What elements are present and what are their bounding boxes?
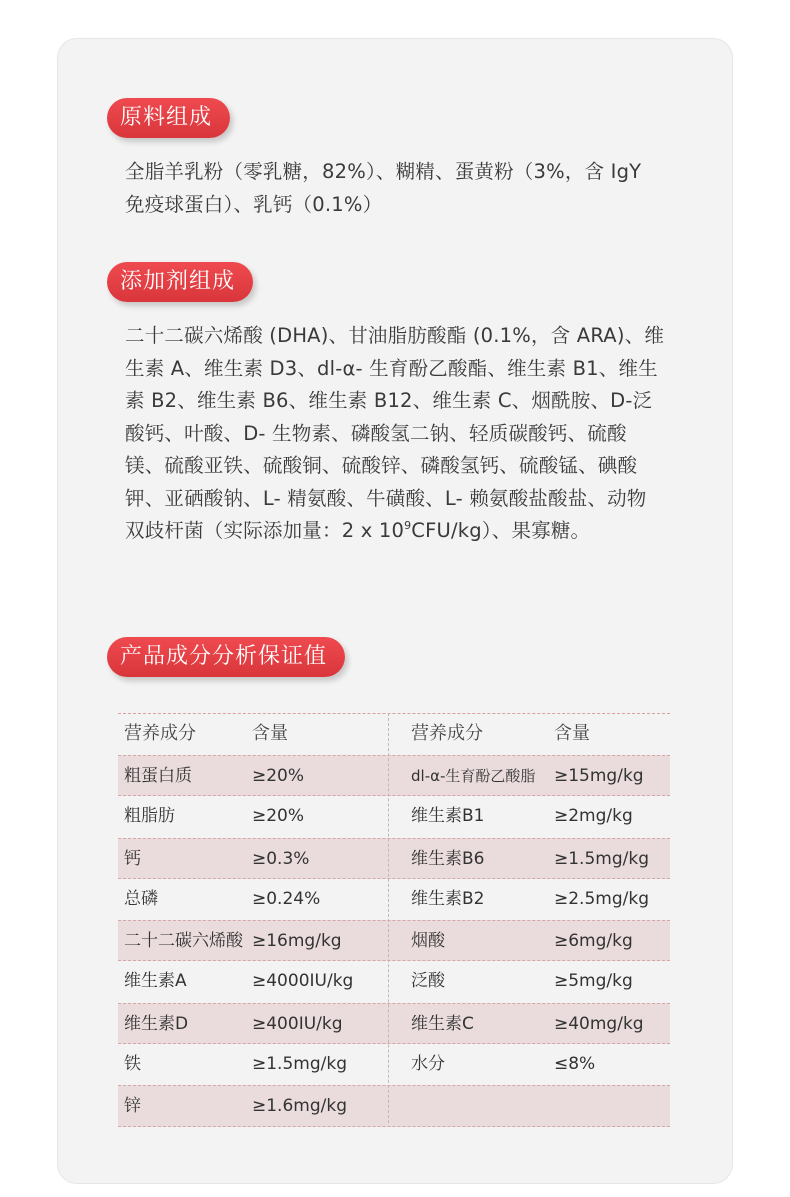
table-row — [118, 1003, 670, 1044]
nutrient-name: 维生素B1 — [411, 806, 485, 827]
nutrient-value: ≥5mg/kg — [554, 971, 633, 992]
nutrient-name: 水分 — [411, 1054, 445, 1075]
table-header-row — [118, 713, 670, 755]
nutrient-name: 维生素C — [411, 1013, 474, 1034]
nutrient-value: ≥1.5mg/kg — [554, 848, 649, 869]
nutrient-value: ≥2.5mg/kg — [554, 888, 649, 909]
nutrient-name: 维生素D — [124, 1013, 189, 1034]
additives-text — [125, 320, 665, 548]
nutrient-name: 二十二碳六烯酸 — [124, 931, 243, 952]
nutrient-name: 钙 — [124, 848, 141, 869]
header-amount-right: 含量 — [554, 723, 590, 744]
nutrient-name: 总磷 — [124, 888, 158, 909]
analysis-table — [118, 713, 670, 1127]
nutrient-value: ≤8% — [554, 1054, 596, 1075]
nutrient-name: 维生素B2 — [411, 888, 485, 909]
additives-text-main: 二十二碳六烯酸 (DHA)、甘油脂肪酸酯 (0.1%，含 ARA)、维生素 A、维生素 D3、dl-α- 生育酚乙酸酯、维生素 B1、维生素 B2、维生素 B6、维生素 B12、维生素 C、烟酰胺、D-泛酸钙、叶酸、D- 生物素、磷酸氢二钠、轻质碳酸钙、硫酸镁、硫酸亚铁、硫酸铜、硫酸锌、磷酸氢钙、硫酸锰、碘酸钾、亚硒酸钠、L- 精氨酸、牛磺酸、L- 赖氨酸盐酸盐、动物双歧杆菌（实际添加量：2 x 10 — [125, 324, 665, 542]
nutrient-name: 锌 — [124, 1096, 141, 1117]
nutrient-value: ≥16mg/kg — [252, 931, 342, 952]
nutrient-value: ≥6mg/kg — [554, 931, 633, 952]
nutrient-value: ≥20% — [252, 766, 305, 786]
additives-superscript: 9 — [404, 519, 412, 532]
nutrient-name: 泛酸 — [411, 971, 445, 992]
table-row — [118, 920, 670, 961]
additives-text-tail: CFU/kg）、果寡糖。 — [411, 519, 591, 542]
nutrient-value: ≥0.3% — [252, 848, 310, 869]
header-nutrient-right: 营养成分 — [411, 723, 483, 744]
nutrient-name: 维生素B6 — [411, 848, 485, 869]
table-row — [118, 755, 670, 796]
nutrient-value: ≥15mg/kg — [554, 766, 644, 786]
nutrient-name: dl-α-生育酚乙酸脂 — [411, 767, 536, 785]
table-column-divider — [388, 713, 389, 1123]
table-row — [118, 961, 670, 1002]
table-row — [118, 796, 670, 837]
nutrient-name: 烟酸 — [411, 931, 445, 952]
nutrient-name: 粗脂肪 — [124, 806, 175, 827]
header-amount-left: 含量 — [252, 723, 288, 744]
additives-title: 添加剂组成 — [107, 262, 253, 302]
table-row — [118, 838, 670, 879]
nutrient-value: ≥400IU/kg — [252, 1013, 343, 1034]
nutrient-value: ≥4000IU/kg — [252, 971, 354, 992]
header-nutrient-left: 营养成分 — [124, 723, 196, 744]
ingredients-title: 原料组成 — [107, 98, 230, 138]
ingredients-text: 全脂羊乳粉（零乳糖，82%）、糊精、蛋黄粉（3%，含 IgY 免疫球蛋白）、乳钙（0.1%） — [125, 160, 642, 216]
nutrient-value: ≥2mg/kg — [554, 806, 633, 827]
table-row — [118, 1085, 670, 1126]
nutrient-name: 铁 — [124, 1054, 141, 1075]
table-row — [118, 879, 670, 920]
analysis-title: 产品成分分析保证值 — [107, 637, 345, 677]
nutrient-value: ≥20% — [252, 806, 305, 827]
nutrient-value: ≥0.24% — [252, 888, 321, 909]
nutrient-name: 粗蛋白质 — [124, 766, 192, 786]
nutrient-name: 维生素A — [124, 971, 187, 992]
nutrient-value: ≥1.6mg/kg — [252, 1096, 347, 1117]
nutrient-value: ≥40mg/kg — [554, 1013, 644, 1034]
nutrient-value: ≥1.5mg/kg — [252, 1054, 347, 1075]
table-row — [118, 1044, 670, 1085]
